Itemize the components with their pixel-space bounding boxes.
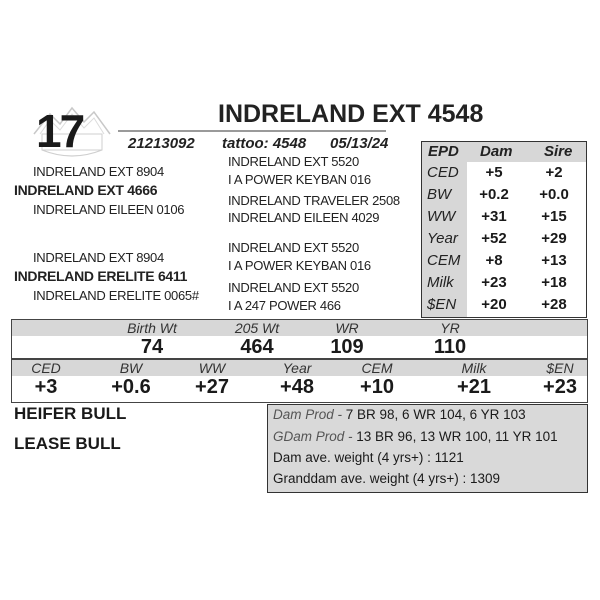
epd-table bbox=[421, 141, 587, 318]
epd-sire-value: +18 bbox=[541, 274, 567, 291]
perf-label-birth-wt: Birth Wt bbox=[127, 320, 177, 336]
epd-header-dam: Dam bbox=[480, 143, 513, 160]
calf-epd-label: CEM bbox=[361, 360, 393, 376]
calf-epd-value: +0.6 bbox=[111, 376, 151, 398]
pedigree-sire-ggd-1: I A POWER KEYBAN 016 bbox=[228, 172, 371, 187]
pedigree-sire-ggs-2: INDRELAND TRAVELER 2508 bbox=[228, 193, 400, 208]
epd-trait-label: CEM bbox=[427, 252, 461, 269]
calf-epd-value: +10 bbox=[360, 376, 394, 398]
calf-epd-label: BW bbox=[119, 360, 143, 376]
gdam-prod-label: GDam Prod - bbox=[273, 429, 357, 444]
pedigree-dam-of-dam: INDRELAND ERELITE 0065# bbox=[33, 288, 199, 303]
pedigree-sire: INDRELAND EXT 4666 bbox=[14, 182, 158, 198]
tag-heifer-bull: HEIFER BULL bbox=[14, 404, 127, 423]
dam-prod-value: 7 BR 98, 6 WR 104, 6 YR 103 bbox=[345, 407, 526, 422]
epd-dam-value: +23 bbox=[481, 274, 507, 291]
tattoo: tattoo: 4548 bbox=[222, 135, 307, 152]
calf-epd-value: +48 bbox=[280, 376, 314, 398]
calf-epd-value: +23 bbox=[543, 376, 577, 398]
epd-dam-value: +52 bbox=[481, 230, 507, 247]
perf-value-birth-wt: 74 bbox=[140, 336, 164, 358]
epd-sire-value: +13 bbox=[541, 252, 567, 269]
pedigree-dam-ggs-2: INDRELAND EXT 5520 bbox=[228, 280, 359, 295]
pedigree-dam: INDRELAND ERELITE 6411 bbox=[14, 268, 188, 284]
calf-epd-label: Year bbox=[282, 360, 312, 376]
epd-sire-value: +2 bbox=[545, 164, 563, 181]
animal-name-title: INDRELAND EXT 4548 bbox=[218, 100, 484, 128]
calf-epd-label: Milk bbox=[461, 360, 487, 376]
epd-header-sire: Sire bbox=[544, 143, 573, 160]
gdam-prod-value: 13 BR 96, 13 WR 100, 11 YR 101 bbox=[356, 429, 558, 444]
production-info-box bbox=[267, 404, 588, 493]
pedigree-sire-ggd-2: INDRELAND EILEEN 4029 bbox=[228, 210, 380, 225]
perf-label-wr: WR bbox=[335, 320, 359, 336]
pedigree-dam-ggd-2: I A 247 POWER 466 bbox=[228, 298, 341, 313]
epd-dam-value: +20 bbox=[481, 296, 507, 313]
tag-lease-bull: LEASE BULL bbox=[14, 434, 121, 453]
calf-epd-value: +27 bbox=[195, 376, 229, 398]
pedigree-sire-ggs-1: INDRELAND EXT 5520 bbox=[228, 154, 359, 169]
pedigree-dam-ggd-1: I A POWER KEYBAN 016 bbox=[228, 258, 371, 273]
gdam-prod-line bbox=[273, 429, 558, 444]
calf-epd-value: +21 bbox=[457, 376, 491, 398]
epd-trait-label: CED bbox=[427, 164, 459, 181]
perf-label-205-wt: 205 Wt bbox=[234, 320, 280, 336]
epd-dam-value: +5 bbox=[485, 164, 503, 181]
epd-dam-value: +8 bbox=[485, 252, 503, 269]
performance-table bbox=[11, 319, 588, 403]
perf-label-yr: YR bbox=[440, 320, 460, 336]
performance-header-band bbox=[12, 320, 587, 336]
dam-weight: Dam ave. weight (4 yrs+) : 1121 bbox=[273, 450, 464, 465]
pedigree-dam-of-sire: INDRELAND EILEEN 0106 bbox=[33, 202, 185, 217]
epd-trait-label: Year bbox=[427, 230, 458, 247]
epd-trait-label: Milk bbox=[427, 274, 454, 291]
epd-trait-label: WW bbox=[427, 208, 456, 225]
perf-value-wr: 109 bbox=[330, 336, 364, 358]
epd-dam-value: +31 bbox=[481, 208, 507, 225]
calf-epd-label: $EN bbox=[546, 360, 574, 376]
pedigree-sire-of-sire: INDRELAND EXT 8904 bbox=[33, 164, 164, 179]
dam-prod-label: Dam Prod - bbox=[273, 407, 346, 422]
perf-value-205-wt: 464 bbox=[240, 336, 274, 358]
epd-dam-value: +0.2 bbox=[479, 186, 509, 203]
calf-epd-label: WW bbox=[198, 360, 226, 376]
epd-header-trait: EPD bbox=[428, 143, 459, 160]
calf-epd-value: +3 bbox=[34, 376, 58, 398]
lot-number: 17 bbox=[36, 105, 84, 157]
perf-value-yr: 110 bbox=[433, 336, 467, 358]
epd-sire-value: +0.0 bbox=[539, 186, 569, 203]
granddam-weight: Granddam ave. weight (4 yrs+) : 1309 bbox=[273, 471, 500, 486]
pedigree-dam-ggs-1: INDRELAND EXT 5520 bbox=[228, 240, 359, 255]
epd-trait-label: $EN bbox=[427, 296, 457, 313]
epd-sire-value: +29 bbox=[541, 230, 567, 247]
calf-epd-label: CED bbox=[31, 360, 61, 376]
pedigree-sire-of-dam: INDRELAND EXT 8904 bbox=[33, 250, 164, 265]
epd-trait-label: BW bbox=[427, 186, 452, 203]
birth-date: 05/13/24 bbox=[330, 135, 389, 152]
epd-sire-value: +15 bbox=[541, 208, 567, 225]
title-divider bbox=[118, 130, 386, 132]
dam-prod-line bbox=[273, 407, 526, 422]
registration-number: 21213092 bbox=[128, 135, 195, 152]
epd-sire-value: +28 bbox=[541, 296, 567, 313]
